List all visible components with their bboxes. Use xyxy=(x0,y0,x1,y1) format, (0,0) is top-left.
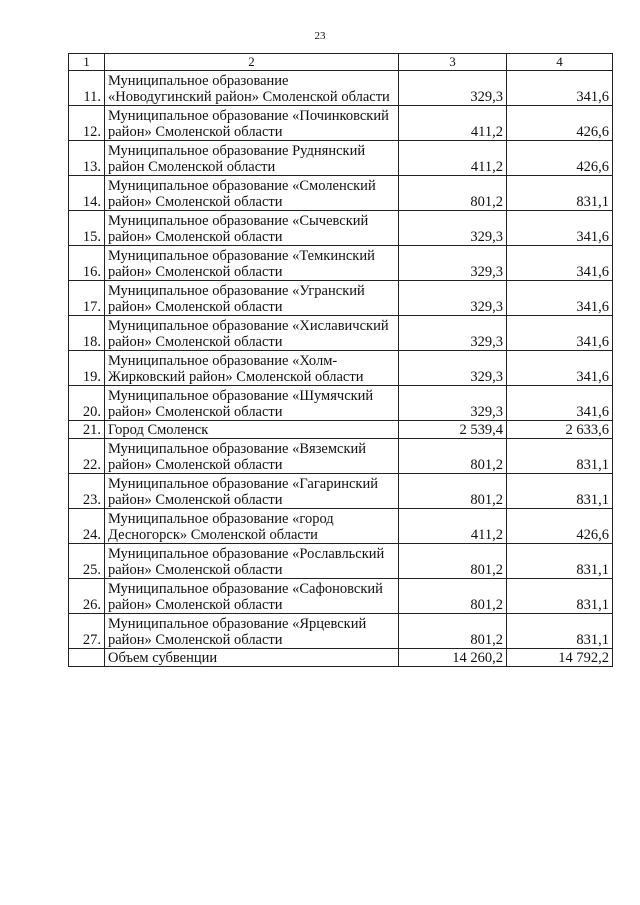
table-row xyxy=(69,386,613,421)
subsidy-value-col4: 341,6 xyxy=(507,246,613,281)
row-number: 12. xyxy=(69,106,105,141)
row-number: 20. xyxy=(69,386,105,421)
municipality-name: Город Смоленск xyxy=(105,421,399,439)
table-row xyxy=(69,544,613,579)
subsidy-value-col3: 801,2 xyxy=(399,544,507,579)
table-row xyxy=(69,439,613,474)
header-cell: 2 xyxy=(105,54,399,71)
table-row xyxy=(69,316,613,351)
subsidy-value-col3: 329,3 xyxy=(399,351,507,386)
municipality-name: Муниципальное образование «Шумячский район» Смоленской области xyxy=(105,386,399,421)
municipality-name: Муниципальное образование «город Десногорск» Смоленской области xyxy=(105,509,399,544)
subsidy-value-col4: 831,1 xyxy=(507,439,613,474)
row-number: 16. xyxy=(69,246,105,281)
subsidy-value-col4: 831,1 xyxy=(507,614,613,649)
header-cell: 4 xyxy=(507,54,613,71)
row-number: 14. xyxy=(69,176,105,211)
header-cell: 3 xyxy=(399,54,507,71)
subsidy-value-col4: 831,1 xyxy=(507,474,613,509)
municipality-name: Муниципальное образование Руднянский район Смоленской области xyxy=(105,141,399,176)
row-number xyxy=(69,649,105,667)
subsidy-value-col3: 801,2 xyxy=(399,579,507,614)
municipality-name: Муниципальное образование «Починковский район» Смоленской области xyxy=(105,106,399,141)
table-row xyxy=(69,246,613,281)
table-row xyxy=(69,509,613,544)
municipality-name: Муниципальное образование «Хиславичский район» Смоленской области xyxy=(105,316,399,351)
header-cell: 1 xyxy=(69,54,105,71)
subsidy-value-col3: 801,2 xyxy=(399,614,507,649)
subsidy-value-col3: 14 260,2 xyxy=(399,649,507,667)
subsidy-value-col3: 801,2 xyxy=(399,474,507,509)
table-header-row xyxy=(69,54,613,71)
subsidy-value-col3: 411,2 xyxy=(399,106,507,141)
subsidy-value-col3: 329,3 xyxy=(399,71,507,106)
table-row xyxy=(69,421,613,439)
municipality-name: Муниципальное образование «Темкинский район» Смоленской области xyxy=(105,246,399,281)
page-number: 23 xyxy=(314,30,326,42)
municipality-name: Муниципальное образование «Угранский район» Смоленской области xyxy=(105,281,399,316)
row-number: 19. xyxy=(69,351,105,386)
municipality-name: Муниципальное образование «Гагаринский район» Смоленской области xyxy=(105,474,399,509)
table-row xyxy=(69,579,613,614)
subsidy-value-col3: 411,2 xyxy=(399,509,507,544)
subsidy-table xyxy=(68,53,613,667)
subsidy-value-col4: 341,6 xyxy=(507,316,613,351)
municipality-name: Муниципальное образование «Смоленский район» Смоленской области xyxy=(105,176,399,211)
municipality-name: Муниципальное образование «Ярцевский район» Смоленской области xyxy=(105,614,399,649)
subsidy-value-col4: 831,1 xyxy=(507,176,613,211)
row-number: 24. xyxy=(69,509,105,544)
subsidy-value-col4: 341,6 xyxy=(507,281,613,316)
table-row xyxy=(69,649,613,667)
row-number: 21. xyxy=(69,421,105,439)
subsidy-value-col4: 341,6 xyxy=(507,386,613,421)
municipality-name: Муниципальное образование «Рославльский район» Смоленской области xyxy=(105,544,399,579)
subsidy-value-col4: 341,6 xyxy=(507,211,613,246)
subsidy-value-col4: 426,6 xyxy=(507,141,613,176)
row-number: 15. xyxy=(69,211,105,246)
row-number: 17. xyxy=(69,281,105,316)
subsidy-value-col4: 14 792,2 xyxy=(507,649,613,667)
subsidy-value-col4: 341,6 xyxy=(507,71,613,106)
subsidy-value-col3: 329,3 xyxy=(399,246,507,281)
table-row xyxy=(69,281,613,316)
table-row xyxy=(69,351,613,386)
table-row xyxy=(69,176,613,211)
subsidy-value-col3: 801,2 xyxy=(399,439,507,474)
table-row xyxy=(69,211,613,246)
subsidy-value-col3: 329,3 xyxy=(399,316,507,351)
subsidy-value-col4: 831,1 xyxy=(507,544,613,579)
table-row xyxy=(69,474,613,509)
row-number: 26. xyxy=(69,579,105,614)
municipality-name: Объем субвенции xyxy=(105,649,399,667)
row-number: 22. xyxy=(69,439,105,474)
table-row xyxy=(69,141,613,176)
row-number: 27. xyxy=(69,614,105,649)
table-row xyxy=(69,106,613,141)
row-number: 11. xyxy=(69,71,105,106)
subsidy-value-col3: 329,3 xyxy=(399,386,507,421)
municipality-name: Муниципальное образование «Новодугинский район» Смоленской области xyxy=(105,71,399,106)
subsidy-value-col3: 411,2 xyxy=(399,141,507,176)
subsidy-value-col3: 329,3 xyxy=(399,281,507,316)
municipality-name: Муниципальное образование «Сафоновский район» Смоленской области xyxy=(105,579,399,614)
table-row xyxy=(69,614,613,649)
row-number: 18. xyxy=(69,316,105,351)
subsidy-value-col4: 426,6 xyxy=(507,509,613,544)
subsidy-value-col3: 2 539,4 xyxy=(399,421,507,439)
row-number: 23. xyxy=(69,474,105,509)
subsidy-value-col4: 426,6 xyxy=(507,106,613,141)
subsidy-value-col4: 341,6 xyxy=(507,351,613,386)
subsidy-value-col3: 329,3 xyxy=(399,211,507,246)
municipality-name: Муниципальное образование «Сычевский район» Смоленской области xyxy=(105,211,399,246)
subsidy-value-col3: 801,2 xyxy=(399,176,507,211)
municipality-name: Муниципальное образование «Вяземский район» Смоленской области xyxy=(105,439,399,474)
row-number: 13. xyxy=(69,141,105,176)
municipality-name: Муниципальное образование «Холм-Жирковский район» Смоленской области xyxy=(105,351,399,386)
row-number: 25. xyxy=(69,544,105,579)
subsidy-value-col4: 2 633,6 xyxy=(507,421,613,439)
table-row xyxy=(69,71,613,106)
subsidy-value-col4: 831,1 xyxy=(507,579,613,614)
